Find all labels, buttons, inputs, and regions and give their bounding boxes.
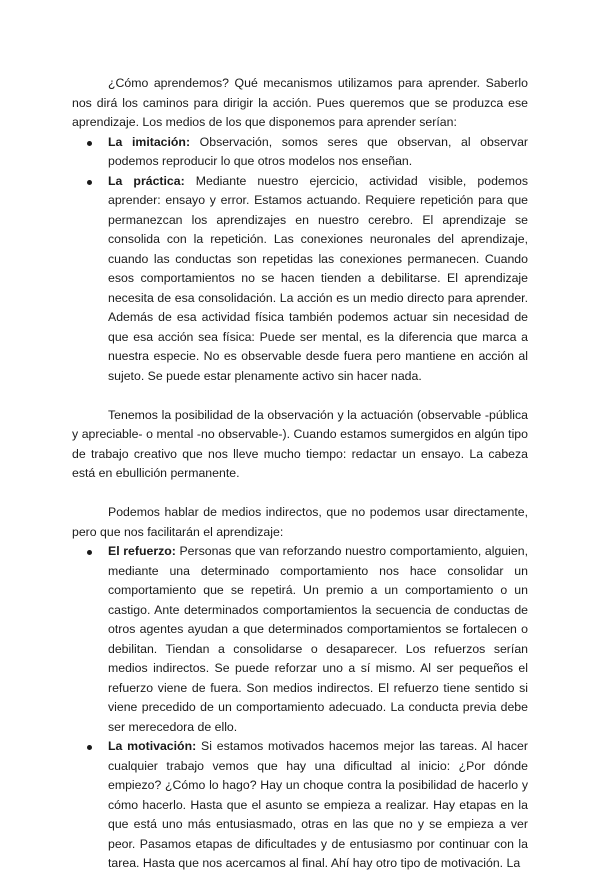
term-reinforcement: El refuerzo:	[108, 544, 176, 558]
motivation-text: Si estamos motivados hacemos mejor las tareas. Al hacer cualquier trabajo vemos que hay una dificultad al inicio: ¿Por dónde empiezo? ¿Cómo lo hago? Hay un choque contra la posibilidad de hacerlo y cómo hacerlo. Hasta que el asunto se empieza a realizar. Hay etapas en la que está uno más entusiasmado, otras en las que no y se empieza a ver peor. Pasamos etapas de dificultades y de entusiasmo por continuar con la tarea. Hasta que nos acercamos al final. Ahí hay otro tipo de motivación. La	[108, 739, 528, 870]
bullet-icon	[87, 550, 92, 555]
term-motivation: La motivación:	[108, 739, 197, 753]
list-item-practice	[72, 172, 528, 387]
list-item-motivation	[72, 737, 528, 874]
list-item-imitation	[72, 133, 528, 172]
bullet-icon	[87, 180, 92, 185]
intro-paragraph: ¿Cómo aprendemos? Qué mecanismos utilizamos para aprender. Saberlo nos dirá los caminos para dirigir la acción. Pues queremos que se produzca ese aprendizaje. Los medios de los que disponemos para aprender serían:	[72, 76, 528, 129]
document-page	[72, 74, 528, 874]
bullet-icon	[87, 745, 92, 750]
bullet-icon	[87, 141, 92, 146]
observation-paragraph: Tenemos la posibilidad de la observación y la actuación (observable -pública y apreciable- o mental -no observable-). Cuando estamos sumergidos en algún tipo de trabajo creativo que nos lleve mucho tiempo: redactar un ensayo. La cabeza está en ebullición permanente.	[72, 407, 528, 480]
paragraph-gap	[72, 484, 528, 504]
reinforcement-text: Personas que van reforzando nuestro comportamiento, alguien, mediante una determinado comportamiento nos hace consolidar un comportamiento que se repetirá. Un premio a un comportamiento o un castigo. Ante determinados comportamientos la secuencia de conductas de otros agentes ayudan a que determinados comportamientos se fortalecen o debilitan. Tiendan a consolidarse o desaparecer. Los refuerzos serían medios indirectos. Se puede reforzar uno a sí mismo. Al ser pequeños el refuerzo viene de fuera. Son medios indirectos. El refuerzo tiene sentido si viene precedido de un comportamiento adecuado. La conducta previa debe ser merecedora de ello.	[108, 544, 528, 734]
list-item-reinforcement	[72, 542, 528, 737]
direct-means-list	[72, 133, 528, 387]
practice-text: Mediante nuestro ejercicio, actividad visible, podemos aprender: ensayo y error. Estamos actuando. Requiere repetición para que permanezcan los aprendizajes en nuestro cerebro. El aprendizaje se consolida con la repetición. Las conexiones neuronales del aprendizaje, cuando las conductas son repetidas las conexiones permanecen. Cuando esos comportamientos no se hacen tienden a debilitarse. El aprendizaje necesita de esa consolidación. La acción es un medio directo para aprender. Además de esa actividad física también podemos actuar sin necesidad de que esa acción sea física: Puede ser mental, es la diferencia que marca a nuestra especie. No es observable desde fuera pero mantiene en acción al sujeto. Se puede estar plenamente activo sin hacer nada.	[108, 173, 528, 383]
imitation-text: Observación, somos seres que observan, al observar podemos reproducir lo que otros modelos nos enseñan.	[108, 134, 528, 168]
indirect-means-list	[72, 542, 528, 874]
term-imitation: La imitación:	[108, 134, 191, 149]
term-practice: La práctica:	[108, 173, 185, 188]
indirect-intro-paragraph: Podemos hablar de medios indirectos, que no podemos usar directamente, pero que nos facilitarán el aprendizaje:	[72, 505, 528, 539]
paragraph-gap	[72, 386, 528, 406]
